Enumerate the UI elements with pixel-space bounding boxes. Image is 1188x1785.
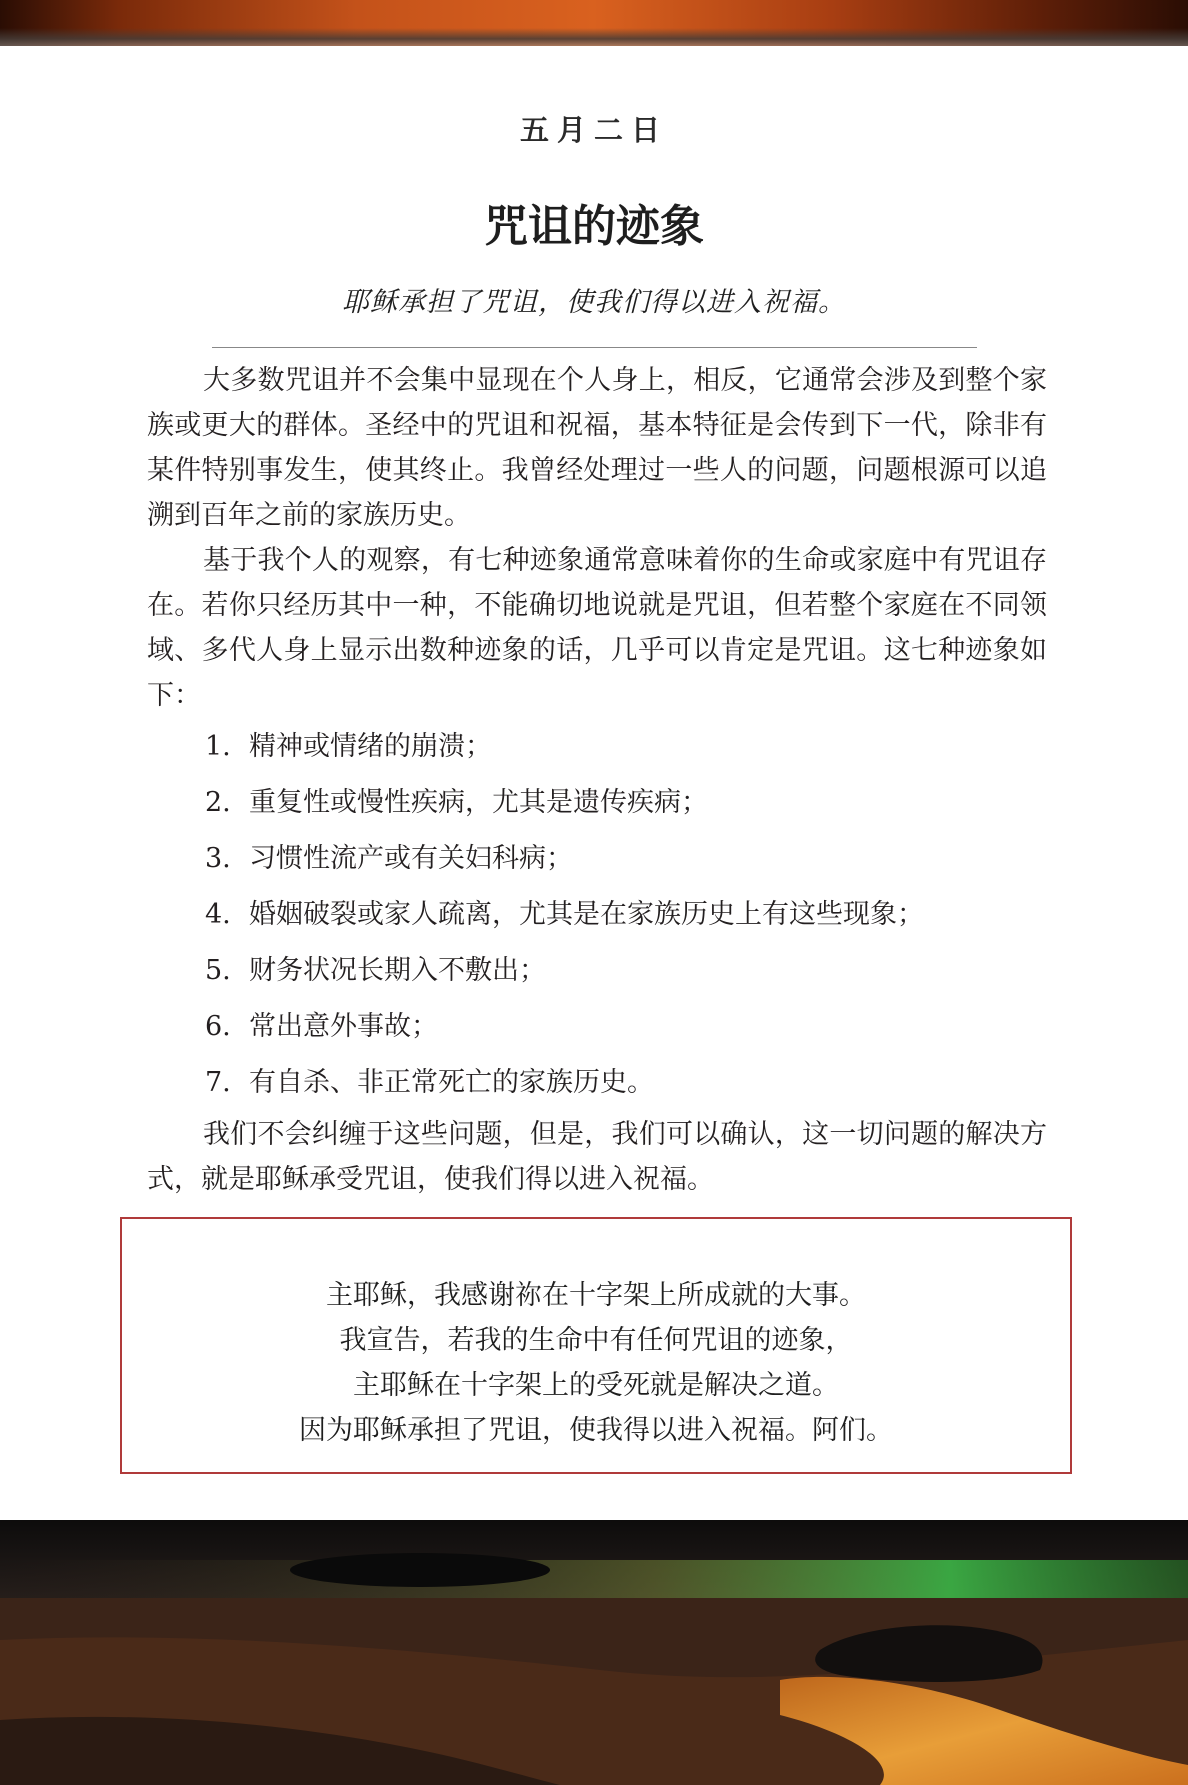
body-paragraph-3: 我们不会纠缠于这些问题，但是，我们可以确认，这一切问题的解决方式，就是耶稣承受咒诅，使我们得以进入祝福。	[147, 1119, 1047, 1195]
list-item	[147, 1060, 1047, 1116]
list-item	[147, 780, 1047, 836]
list-item	[147, 892, 1047, 948]
list-item	[147, 836, 1047, 892]
list-item	[147, 724, 1047, 780]
body-paragraph-1: 大多数咒诅并不会集中显现在个人身上，相反，它通常会涉及到整个家族或更大的群体。圣经中的咒诅和祝福，基本特征是会传到下一代，除非有某件特别事发生，使其终止。我曾经处理过一些人的问题，问题根源可以追溯到百年之前的家族历史。	[147, 365, 1047, 531]
devotional-key-verse: 耶稣承担了咒诅，使我们得以进入祝福。	[342, 287, 846, 318]
list-item-number: 5.	[205, 955, 231, 986]
prayer-box	[120, 1217, 1072, 1474]
devotional-title: 咒诅的迹象	[484, 201, 704, 252]
signs-list	[147, 724, 1047, 1116]
sunset-shore-illustration	[0, 1520, 1188, 1785]
list-item-text: 习惯性流产或有关妇科病；	[249, 843, 573, 874]
list-item-number: 7.	[205, 1067, 231, 1098]
list-item-number: 2.	[205, 787, 231, 818]
list-item-number: 1.	[205, 731, 231, 762]
list-item-text: 精神或情绪的崩溃；	[249, 731, 492, 762]
list-item-text: 常出意外事故；	[249, 1011, 438, 1042]
top-decorative-band	[0, 0, 1188, 46]
list-item-number: 6.	[205, 1011, 231, 1042]
body-paragraph-2: 基于我个人的观察，有七种迹象通常意味着你的生命或家庭中有咒诅存在。若你只经历其中一种，不能确切地说就是咒诅，但若整个家庭在不同领域、多代人身上显示出数种迹象的话，几乎可以肯定是咒诅。这七种迹象如下：	[147, 545, 1047, 711]
prayer-line-2: 我宣告，若我的生命中有任何咒诅的迹象，	[339, 1325, 853, 1356]
devotional-date: 五月二日	[519, 113, 668, 147]
list-item	[147, 1004, 1047, 1060]
divider-line	[212, 347, 977, 348]
prayer-line-4: 因为耶稣承担了咒诅，使我得以进入祝福。阿们。	[299, 1415, 893, 1446]
prayer-line-3: 主耶稣在十字架上的受死就是解决之道。	[353, 1370, 839, 1401]
list-item-text: 重复性或慢性疾病，尤其是遗传疾病；	[249, 787, 708, 818]
list-item-text: 财务状况长期入不敷出；	[249, 955, 546, 986]
devotional-body	[147, 358, 1047, 1202]
list-item-number: 4.	[205, 899, 231, 930]
list-item	[147, 948, 1047, 1004]
prayer-line-1: 主耶稣，我感谢祢在十字架上所成就的大事。	[326, 1280, 866, 1311]
sunset-shore-image	[0, 1520, 1188, 1785]
list-item-text: 婚姻破裂或家人疏离，尤其是在家族历史上有这些现象；	[249, 899, 924, 930]
list-item-text: 有自杀、非正常死亡的家族历史。	[249, 1067, 654, 1098]
list-item-number: 3.	[205, 843, 231, 874]
